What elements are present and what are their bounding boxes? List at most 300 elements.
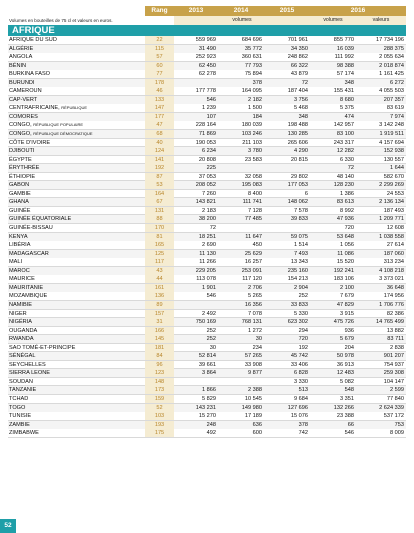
table-row xyxy=(8,139,406,148)
cell-v2013: 190 053 xyxy=(195,139,216,146)
cell-v2016: 546 xyxy=(344,430,354,437)
cell-v2014: 5 265 xyxy=(248,293,262,300)
cell-v2014: 149 980 xyxy=(218,404,264,412)
table-row xyxy=(8,45,406,54)
cell-v2014: 2 182 xyxy=(218,96,264,104)
cell-val2016: 2 136 134 xyxy=(356,198,406,206)
country-name-text: ZAMBIE xyxy=(9,421,30,428)
cell-v2013: 248 xyxy=(174,421,218,429)
table-row xyxy=(8,378,406,387)
cell-v2016: 53 648 xyxy=(310,233,356,241)
table-row xyxy=(8,241,406,250)
cell-val2016: 83 619 xyxy=(386,105,404,112)
cell-v2016: 72 xyxy=(310,164,356,172)
cell-v2015: 6 xyxy=(304,190,308,197)
table-row xyxy=(8,121,406,130)
cell-rank: 31 xyxy=(145,318,174,326)
country-name xyxy=(8,104,145,112)
country-name-text: BÉNIN xyxy=(9,62,27,69)
country-name xyxy=(8,395,145,403)
country-name-text: BURKINA FASO xyxy=(9,71,51,78)
country-name xyxy=(8,113,145,121)
cell-val2016: 187 060 xyxy=(356,250,406,258)
cell-v2015: 33 833 xyxy=(264,301,310,309)
cell-val2016: 537 172 xyxy=(383,413,404,420)
cell-v2013: 143 231 xyxy=(174,404,218,412)
country-name-text: SEYCHELLES xyxy=(9,361,46,368)
cell-v2015 xyxy=(264,164,310,172)
country-name xyxy=(8,421,145,429)
cell-v2016: 12 483 xyxy=(310,369,356,377)
units-volumes-2016: volumes xyxy=(310,16,356,25)
cell-val2016: 2 624 339 xyxy=(356,404,406,412)
cell-v2016: 23 388 xyxy=(336,413,354,420)
section-title: AFRIQUE xyxy=(12,25,55,36)
cell-v2015: 701 961 xyxy=(287,37,308,43)
table-row xyxy=(8,164,406,173)
cell-val2016: 130 557 xyxy=(383,156,404,163)
cell-v2015: 34 350 xyxy=(264,45,310,53)
table-row xyxy=(8,352,406,361)
units-valeurs-2016: valeurs xyxy=(356,16,406,25)
cell-rank: 77 xyxy=(145,70,174,78)
country-name xyxy=(8,36,145,44)
cell-v2015: 2 904 xyxy=(264,284,310,292)
cell-v2013: 252 923 xyxy=(195,54,216,61)
cell-v2016: 348 xyxy=(310,79,356,87)
country-name xyxy=(8,79,145,87)
cell-val2016: 82 386 xyxy=(386,310,404,317)
cell-val2016: 2 055 634 xyxy=(379,54,404,61)
cell-v2016: 3 915 xyxy=(340,310,354,317)
cell-rank: 88 xyxy=(145,215,174,223)
table-row xyxy=(8,301,406,310)
cell-v2016: 83 100 xyxy=(310,130,356,138)
cell-val2016: 13 882 xyxy=(386,327,404,334)
country-name xyxy=(8,156,145,164)
table-row xyxy=(8,190,406,199)
country-name xyxy=(8,267,145,275)
header-2015: 2015 xyxy=(264,6,310,16)
cell-val2016: 12 608 xyxy=(386,225,404,232)
cell-rank: 53 xyxy=(145,181,174,189)
table-row xyxy=(8,292,406,301)
country-name-text: AFRIQUE DU SUD xyxy=(9,37,57,43)
cell-rank: 46 xyxy=(145,87,174,95)
cell-v2015: 72 xyxy=(264,79,310,87)
cell-rank: 96 xyxy=(145,361,174,369)
cell-rank: 181 xyxy=(145,344,174,352)
country-name xyxy=(8,164,145,172)
cell-v2014 xyxy=(218,164,264,172)
cell-val2016: 77 840 xyxy=(386,395,404,402)
cell-v2015: 29 802 xyxy=(290,173,308,180)
country-name-text: ÉGYPTE xyxy=(9,156,32,163)
country-name-text: MAURICE xyxy=(9,276,35,283)
cell-v2015: 252 xyxy=(298,293,308,300)
country-name xyxy=(8,275,145,283)
cell-val2016: 7 974 xyxy=(356,113,406,121)
table-row xyxy=(8,335,406,344)
cell-v2015: 623 302 xyxy=(264,318,310,326)
cell-v2016: 132 266 xyxy=(310,404,356,412)
cell-v2013: 492 xyxy=(206,430,216,437)
cell-v2016: 36 913 xyxy=(336,361,354,368)
cell-val2016: 582 670 xyxy=(383,173,404,180)
cell-v2014: 103 246 xyxy=(218,130,264,138)
cell-v2015: 7 493 xyxy=(264,250,310,258)
table-row xyxy=(8,386,406,395)
cell-rank: 57 xyxy=(145,53,174,61)
country-name-suffix: RÉPUBLIQUE xyxy=(61,105,88,111)
country-name xyxy=(8,258,145,266)
cell-v2015: 1 514 xyxy=(294,242,308,249)
cell-v2016: 183 106 xyxy=(333,276,354,283)
cell-v2014: 30 xyxy=(218,335,264,343)
country-name-text: NAMIBIE xyxy=(9,301,33,308)
table-row xyxy=(8,233,406,242)
country-name xyxy=(8,361,145,369)
cell-val2016: 1 161 425 xyxy=(379,71,404,78)
country-name-text: ÉTHIOPIE xyxy=(9,173,36,180)
header-rank: Rang xyxy=(145,6,174,16)
cell-v2014: 77 485 xyxy=(218,215,264,223)
cell-v2015: 9 684 xyxy=(294,395,308,402)
country-name-text: ÉRYTHRÉE xyxy=(9,165,40,172)
country-name xyxy=(8,344,145,352)
cell-v2016: 98 388 xyxy=(310,62,356,70)
cell-v2015: 265 606 xyxy=(287,139,308,146)
country-name-suffix: RÉPUBLIQUE DÉMOCRATIQUE xyxy=(33,131,93,137)
cell-v2016: 47 829 xyxy=(310,301,356,309)
table-row xyxy=(8,173,406,182)
cell-val2016: 36 648 xyxy=(356,284,406,292)
cell-v2014: 2 388 xyxy=(218,386,264,394)
table-row xyxy=(8,181,406,190)
cell-v2014: 16 257 xyxy=(244,259,262,266)
table-row xyxy=(8,361,406,370)
cell-v2013: 143 821 xyxy=(174,198,218,206)
cell-v2015: 45 742 xyxy=(264,352,310,360)
cell-v2013: 20 808 xyxy=(198,156,216,163)
cell-rank: 170 xyxy=(145,224,174,232)
cell-v2014: 600 xyxy=(252,430,262,437)
cell-v2013: 37 053 xyxy=(198,173,216,180)
cell-rank: 141 xyxy=(145,156,174,164)
table-row xyxy=(8,79,406,88)
country-name-text: MOZAMBIQUE xyxy=(9,293,48,300)
cell-v2013: 18 251 xyxy=(174,233,218,241)
country-name xyxy=(8,224,145,232)
cell-v2013: 107 xyxy=(174,113,218,121)
cell-v2014: 2 706 xyxy=(218,284,264,292)
cell-v2014: 10 545 xyxy=(244,395,262,402)
cell-v2016: 7 679 xyxy=(340,293,354,300)
cell-v2014: 7 128 xyxy=(248,207,262,214)
country-name xyxy=(8,412,145,420)
cell-v2015: 248 862 xyxy=(287,54,308,61)
cell-v2014: 32 058 xyxy=(244,173,262,180)
cell-rank: 117 xyxy=(145,258,174,266)
table-row xyxy=(8,267,406,276)
cell-v2014: 684 696 xyxy=(241,37,262,43)
table-row xyxy=(8,224,406,233)
cell-val2016: 104 147 xyxy=(383,378,404,385)
country-name xyxy=(8,198,145,206)
cell-v2014 xyxy=(218,224,264,232)
cell-v2013: 229 205 xyxy=(174,267,218,275)
country-name xyxy=(8,181,145,189)
cell-v2015: 43 879 xyxy=(290,71,308,78)
cell-v2016: 5 375 xyxy=(340,105,354,112)
cell-v2013: 30 xyxy=(209,344,216,351)
cell-val2016: 174 956 xyxy=(383,293,404,300)
cell-v2013: 62 278 xyxy=(198,71,216,78)
cell-v2014: 360 631 xyxy=(241,54,262,61)
cell-v2016: 111 992 xyxy=(334,54,354,61)
cell-v2015: 154 213 xyxy=(287,276,308,283)
cell-v2013: 11 130 xyxy=(174,250,218,258)
table-row xyxy=(8,421,406,430)
cell-val2016: 288 375 xyxy=(356,45,406,53)
country-name xyxy=(8,147,145,155)
cell-rank: 123 xyxy=(145,369,174,377)
cell-v2014: 211 103 xyxy=(242,139,262,146)
cell-v2016: 83 613 xyxy=(310,198,356,206)
cell-val2016: 1 209 771 xyxy=(356,215,406,223)
cell-v2014: 450 xyxy=(252,242,262,249)
cell-val2016: 187 493 xyxy=(383,207,404,214)
country-name-text: ALGÉRIE xyxy=(9,45,34,52)
country-name-text: GUINÉE-BISSAU xyxy=(9,225,53,232)
cell-rank: 193 xyxy=(145,421,174,429)
cell-val2016: 6 272 xyxy=(356,79,406,87)
cell-v2016: 66 xyxy=(310,421,356,429)
cell-val2016: 14 765 499 xyxy=(356,318,406,326)
cell-v2014: 195 083 xyxy=(218,181,264,189)
cell-val2016: 27 614 xyxy=(386,242,404,249)
table-row xyxy=(8,369,406,378)
cell-v2015: 5 468 xyxy=(294,105,308,112)
country-name-text: GABON xyxy=(9,182,30,189)
table-row xyxy=(8,429,406,438)
table-row xyxy=(8,62,406,71)
cell-v2015: 33 406 xyxy=(290,361,308,368)
cell-v2016: 243 317 xyxy=(333,139,354,146)
cell-v2015: 4 290 xyxy=(264,147,310,155)
section-afrique xyxy=(8,25,406,36)
table-row xyxy=(8,318,406,327)
country-name-text: CONGO, xyxy=(9,131,32,138)
cell-v2015: 13 343 xyxy=(290,259,308,266)
cell-v2014: 184 xyxy=(218,113,264,121)
cell-v2016: 192 241 xyxy=(310,267,356,275)
cell-v2014 xyxy=(218,378,264,386)
cell-val2016: 83 711 xyxy=(356,335,406,343)
cell-rank: 84 xyxy=(145,352,174,360)
cell-v2015: 148 062 xyxy=(264,198,310,206)
cell-v2013: 225 xyxy=(174,164,218,172)
cell-val2016: 313 234 xyxy=(383,259,404,266)
cell-v2013: 1 866 xyxy=(174,386,218,394)
cell-v2013: 559 969 xyxy=(195,37,216,43)
cell-v2013: 6 234 xyxy=(174,147,218,155)
cell-rank: 22 xyxy=(145,36,174,44)
cell-rank: 89 xyxy=(145,301,174,309)
cell-rank: 44 xyxy=(145,275,174,283)
cell-v2016: 475 726 xyxy=(310,318,356,326)
cell-rank: 148 xyxy=(145,378,174,386)
country-name xyxy=(8,318,145,326)
cell-v2016: 12 282 xyxy=(310,147,356,155)
cell-v2016: 15 520 xyxy=(336,259,354,266)
page-number: 52 xyxy=(0,519,16,533)
cell-rank: 115 xyxy=(145,45,174,53)
cell-v2015: 294 xyxy=(298,327,308,334)
country-name-text: TUNISIE xyxy=(9,413,32,420)
table-row xyxy=(8,104,406,113)
table-header-years xyxy=(8,6,406,16)
cell-v2015: 720 xyxy=(264,335,310,343)
cell-v2014: 35 772 xyxy=(218,45,264,53)
cell-val2016: 4 055 503 xyxy=(379,88,404,95)
country-name xyxy=(8,352,145,360)
cell-v2015: 513 xyxy=(264,386,310,394)
header-2014: 2014 xyxy=(218,6,264,16)
cell-v2015: 192 xyxy=(298,344,308,351)
country-name xyxy=(8,378,145,386)
cell-v2015: 177 053 xyxy=(264,181,310,189)
cell-val2016: 1 919 511 xyxy=(356,130,406,138)
country-name-text: SOUDAN xyxy=(9,378,33,385)
cell-v2015: 3 756 xyxy=(264,96,310,104)
cell-v2013: 208 052 xyxy=(174,181,218,189)
cell-rank: 40 xyxy=(145,139,174,147)
table-row xyxy=(8,412,406,421)
cell-rank: 136 xyxy=(145,292,174,300)
cell-v2016: 5 082 xyxy=(340,378,354,385)
cell-v2014: 11 647 xyxy=(218,233,264,241)
country-name-text: ANGOLA xyxy=(9,54,33,61)
country-name-text: TANZANIE xyxy=(9,387,37,394)
cell-rank: 164 xyxy=(145,190,174,198)
cell-rank: 175 xyxy=(145,429,174,437)
cell-v2014: 7 078 xyxy=(248,310,262,317)
country-name xyxy=(8,233,145,241)
country-name xyxy=(8,301,145,309)
cell-val2016: 901 207 xyxy=(356,352,406,360)
country-name xyxy=(8,386,145,394)
cell-v2013: 52 814 xyxy=(174,352,218,360)
cell-v2013 xyxy=(174,79,218,87)
cell-rank: 147 xyxy=(145,104,174,112)
cell-v2013: 2 690 xyxy=(202,242,216,249)
cell-v2015: 348 xyxy=(264,113,310,121)
table-row xyxy=(8,147,406,156)
country-name-text: GUINÉE xyxy=(9,207,31,214)
cell-v2013: 72 xyxy=(209,225,216,232)
cell-v2014: 77 793 xyxy=(218,62,264,70)
cell-v2014: 1 272 xyxy=(248,327,262,334)
cell-rank: 157 xyxy=(145,310,174,318)
country-name-text: GAMBIE xyxy=(9,190,31,197)
cell-rank: 159 xyxy=(145,395,174,403)
cell-v2016: 8 680 xyxy=(310,96,356,104)
cell-val2016: 4 108 218 xyxy=(356,267,406,275)
cell-rank: 192 xyxy=(145,164,174,172)
cell-v2013: 177 778 xyxy=(195,88,216,95)
cell-val2016: 3 142 248 xyxy=(379,122,404,129)
cell-val2016: 2 838 xyxy=(390,344,404,351)
country-name-text: CONGO, xyxy=(9,122,32,129)
country-name xyxy=(8,62,145,70)
country-name xyxy=(8,250,145,258)
country-name-text: CENTRAFRICAINE, xyxy=(9,105,60,112)
table-row xyxy=(8,96,406,105)
country-name xyxy=(8,173,145,181)
cell-v2015: 187 404 xyxy=(287,88,308,95)
country-name-text: SIERRA LEONE xyxy=(9,370,51,377)
header-blank xyxy=(8,6,145,16)
cell-v2013: 546 xyxy=(174,96,218,104)
table-row xyxy=(8,156,406,165)
cell-v2013: 5 829 xyxy=(202,395,216,402)
cell-val2016: 3 373 021 xyxy=(379,276,404,283)
cell-v2016: 6 330 xyxy=(340,156,354,163)
country-name xyxy=(8,87,145,95)
cell-v2016: 155 431 xyxy=(333,88,354,95)
cell-val2016: 152 938 xyxy=(356,147,406,155)
cell-v2013: 71 869 xyxy=(174,130,218,138)
cell-val2016: 259 308 xyxy=(356,369,406,377)
cell-val2016: 207 357 xyxy=(356,96,406,104)
table-row xyxy=(8,198,406,207)
table-row xyxy=(8,327,406,336)
cell-v2015: 742 xyxy=(298,430,308,437)
cell-v2015: 15 076 xyxy=(290,413,308,420)
cell-v2015: 59 075 xyxy=(264,233,310,241)
cell-rank: 52 xyxy=(145,404,174,412)
header-2013: 2013 xyxy=(174,6,218,16)
table-row xyxy=(8,310,406,319)
table-body xyxy=(8,36,406,438)
country-name xyxy=(8,284,145,292)
country-name-text: NIGÉRIA xyxy=(9,319,33,326)
cell-val2016: 8 009 xyxy=(390,430,404,437)
cell-v2013: 3 864 xyxy=(174,369,218,377)
units-note: Volumes en bouteilles de 75 cl et valeurs en euros. xyxy=(9,18,113,23)
wine-export-table xyxy=(8,6,406,438)
country-name-text: CAP-VERT xyxy=(9,96,38,103)
cell-rank: 131 xyxy=(145,207,174,215)
country-name xyxy=(8,139,145,147)
cell-rank: 81 xyxy=(145,233,174,241)
cell-v2014: 768 131 xyxy=(218,318,264,326)
cell-v2013: 228 164 xyxy=(195,122,216,129)
cell-v2016: 720 xyxy=(344,225,354,232)
cell-v2016: 128 230 xyxy=(310,181,356,189)
cell-val2016: 1 706 776 xyxy=(356,301,406,309)
cell-v2015: 3 330 xyxy=(294,378,308,385)
country-name xyxy=(8,96,145,104)
country-name-text: COMORES xyxy=(9,113,38,120)
units-volumes: volumes xyxy=(174,16,310,25)
country-name xyxy=(8,70,145,78)
cell-v2013: 252 xyxy=(206,327,216,334)
country-name xyxy=(8,335,145,343)
cell-v2014: 57 265 xyxy=(218,352,264,360)
country-name xyxy=(8,404,145,412)
